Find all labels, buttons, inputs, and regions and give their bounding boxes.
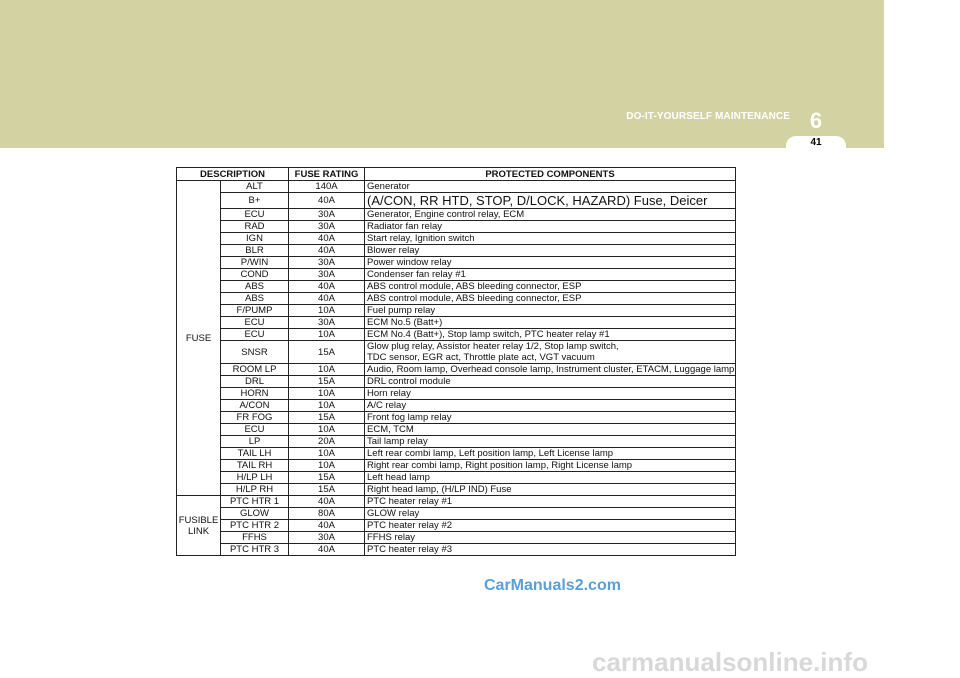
component-line: Right head lamp, (H/LP IND) Fuse <box>367 484 512 495</box>
fuse-name: ECU <box>221 209 289 221</box>
fuse-rating: 10A <box>289 424 365 436</box>
component-line: Tail lamp relay <box>367 436 428 447</box>
table-row <box>177 532 736 544</box>
protected-components <box>365 472 736 484</box>
protected-components <box>365 460 736 472</box>
table-row <box>177 544 736 556</box>
table-row <box>177 181 736 193</box>
protected-components <box>365 388 736 400</box>
protected-components <box>365 532 736 544</box>
component-line: Blower relay <box>367 245 420 256</box>
protected-components <box>365 269 736 281</box>
page-number: 41 <box>810 137 822 148</box>
component-line: Horn relay <box>367 388 411 399</box>
table-row <box>177 388 736 400</box>
fuse-name: ALT <box>221 181 289 193</box>
fuse-group-label: FUSE <box>177 181 221 496</box>
component-line: ECM No.4 (Batt+), Stop lamp switch, PTC heater relay #1 <box>367 329 610 340</box>
fuse-rating: 40A <box>289 496 365 508</box>
protected-components <box>365 233 736 245</box>
component-line: Front fog lamp relay <box>367 412 452 423</box>
fuse-rating: 40A <box>289 293 365 305</box>
protected-components <box>365 257 736 269</box>
fuse-rating: 15A <box>289 484 365 496</box>
component-line: ECM No.5 (Batt+) <box>367 317 443 328</box>
table-row <box>177 209 736 221</box>
component-line: Audio, Room lamp, Overhead console lamp, Instrument cluster, ETACM, Luggage lamp <box>367 364 735 375</box>
table-row <box>177 305 736 317</box>
table-row <box>177 448 736 460</box>
fuse-name: BLR <box>221 245 289 257</box>
fuse-name: GLOW <box>221 508 289 520</box>
protected-components <box>365 508 736 520</box>
fuse-rating: 15A <box>289 376 365 388</box>
fuse-rating: 30A <box>289 532 365 544</box>
protected-components <box>365 209 736 221</box>
component-line: PTC heater relay #2 <box>367 520 453 531</box>
protected-components <box>365 245 736 257</box>
protected-components <box>365 221 736 233</box>
component-line: DRL control module <box>367 376 451 387</box>
table-row <box>177 245 736 257</box>
fuse-name: FR FOG <box>221 412 289 424</box>
protected-components <box>365 496 736 508</box>
fuse-name: PTC HTR 1 <box>221 496 289 508</box>
fuse-rating: 20A <box>289 436 365 448</box>
protected-components <box>365 317 736 329</box>
fuse-rating: 30A <box>289 269 365 281</box>
fuse-rating: 140A <box>289 181 365 193</box>
protected-components <box>365 341 736 364</box>
protected-components <box>365 181 736 193</box>
component-line: Left head lamp <box>367 472 430 483</box>
component-line: ABS control module, ABS bleeding connector, ESP <box>367 281 582 292</box>
table-row <box>177 329 736 341</box>
fuse-rating: 10A <box>289 448 365 460</box>
component-line: Fuel pump relay <box>367 305 436 316</box>
fuse-rating: 10A <box>289 460 365 472</box>
protected-components <box>365 484 736 496</box>
watermark-carmanuals2: CarManuals2.com <box>484 577 621 594</box>
fuse-name: H/LP RH <box>221 484 289 496</box>
fuse-rating: 10A <box>289 305 365 317</box>
fuse-name: H/LP LH <box>221 472 289 484</box>
fuse-rating: 15A <box>289 412 365 424</box>
fuse-name: B+ <box>221 193 289 209</box>
fuse-name: FFHS <box>221 532 289 544</box>
fuse-rating: 40A <box>289 544 365 556</box>
protected-components <box>365 329 736 341</box>
table-row <box>177 233 736 245</box>
watermark-carmanualsonline: carmanualsonline.info <box>592 647 868 677</box>
table-row <box>177 376 736 388</box>
fuse-name: ROOM LP <box>221 364 289 376</box>
fuse-rating: 15A <box>289 472 365 484</box>
fuse-name: HORN <box>221 388 289 400</box>
protected-components <box>365 436 736 448</box>
fuse-rating: 30A <box>289 257 365 269</box>
protected-components <box>365 400 736 412</box>
fuse-name: ABS <box>221 281 289 293</box>
component-line: GLOW relay <box>367 508 420 519</box>
column-header-fuse-rating: FUSE RATING <box>289 168 365 181</box>
fuse-name: COND <box>221 269 289 281</box>
protected-components <box>365 412 736 424</box>
table-row <box>177 269 736 281</box>
component-line: TDC sensor, EGR act, Throttle plate act, VGT vacuum <box>367 352 595 363</box>
table-row <box>177 436 736 448</box>
table-row <box>177 293 736 305</box>
fuse-name: TAIL RH <box>221 460 289 472</box>
fuse-rating: 10A <box>289 329 365 341</box>
component-line: Generator <box>367 181 410 192</box>
component-line: PTC heater relay #3 <box>367 544 453 555</box>
table-row <box>177 484 736 496</box>
fuse-rating: 30A <box>289 317 365 329</box>
fuse-name: SNSR <box>221 341 289 364</box>
fuse-name: ECU <box>221 424 289 436</box>
component-line: Condenser fan relay #1 <box>367 269 466 280</box>
component-line: Left rear combi lamp, Left position lamp, Left License lamp <box>367 448 614 459</box>
table-row <box>177 221 736 233</box>
fuse-name: PTC HTR 2 <box>221 520 289 532</box>
fuse-name: ECU <box>221 329 289 341</box>
protected-components <box>365 376 736 388</box>
table-row <box>177 496 736 508</box>
protected-components <box>365 293 736 305</box>
fuse-table <box>176 167 736 556</box>
component-line: Generator, Engine control relay, ECM <box>367 209 525 220</box>
fuse-rating: 40A <box>289 233 365 245</box>
component-line: (A/CON, RR HTD, STOP, D/LOCK, HAZARD) Fuse, Deicer <box>367 193 708 208</box>
component-line: A/C relay <box>367 400 407 411</box>
fuse-rating: 40A <box>289 520 365 532</box>
protected-components <box>365 193 736 209</box>
protected-components <box>365 424 736 436</box>
fuse-rating: 80A <box>289 508 365 520</box>
component-line: FFHS relay <box>367 532 416 543</box>
protected-components <box>365 520 736 532</box>
component-line: ABS control module, ABS bleeding connector, ESP <box>367 293 582 304</box>
fuse-name: ECU <box>221 317 289 329</box>
protected-components <box>365 281 736 293</box>
fuse-name: TAIL LH <box>221 448 289 460</box>
table-row <box>177 400 736 412</box>
component-line: PTC heater relay #1 <box>367 496 453 507</box>
fuse-rating: 40A <box>289 245 365 257</box>
component-line: Power window relay <box>367 257 452 268</box>
fuse-name: PTC HTR 3 <box>221 544 289 556</box>
table-row <box>177 317 736 329</box>
protected-components <box>365 448 736 460</box>
component-line: ECM, TCM <box>367 424 414 435</box>
table-row <box>177 364 736 376</box>
fuse-name: RAD <box>221 221 289 233</box>
fusible-link-group-label: FUSIBLE LINK <box>177 496 221 556</box>
fuse-name: DRL <box>221 376 289 388</box>
component-line: Radiator fan relay <box>367 221 442 232</box>
fuse-rating: 40A <box>289 193 365 209</box>
table-row <box>177 281 736 293</box>
table-row <box>177 460 736 472</box>
protected-components <box>365 305 736 317</box>
fuse-rating: 30A <box>289 221 365 233</box>
fuse-rating: 10A <box>289 400 365 412</box>
column-header-description: DESCRIPTION <box>177 168 289 181</box>
component-line: Glow plug relay, Assistor heater relay 1/2, Stop lamp switch, <box>367 341 619 352</box>
fuse-name: IGN <box>221 233 289 245</box>
fuse-rating: 40A <box>289 281 365 293</box>
table-row <box>177 341 736 364</box>
column-header-protected-components: PROTECTED COMPONENTS <box>365 168 736 181</box>
component-line: Right rear combi lamp, Right position lamp, Right License lamp <box>367 460 633 471</box>
fuse-rating: 30A <box>289 209 365 221</box>
fuse-name: A/CON <box>221 400 289 412</box>
fuse-name: LP <box>221 436 289 448</box>
fuse-name: ABS <box>221 293 289 305</box>
component-line: Start relay, Ignition switch <box>367 233 475 244</box>
protected-components <box>365 544 736 556</box>
table-row <box>177 472 736 484</box>
fuse-rating: 15A <box>289 341 365 364</box>
chapter-number: 6 <box>809 108 823 133</box>
table-row <box>177 424 736 436</box>
header-band <box>0 0 884 148</box>
table-row <box>177 257 736 269</box>
table-row <box>177 520 736 532</box>
fuse-rating: 10A <box>289 388 365 400</box>
fuse-rating: 10A <box>289 364 365 376</box>
section-title: DO-IT-YOURSELF MAINTENANCE <box>626 111 790 122</box>
fuse-table-body <box>177 181 736 556</box>
protected-components <box>365 364 736 376</box>
table-row <box>177 508 736 520</box>
table-row <box>177 412 736 424</box>
fuse-name: P/WIN <box>221 257 289 269</box>
fuse-name: F/PUMP <box>221 305 289 317</box>
table-row <box>177 193 736 209</box>
